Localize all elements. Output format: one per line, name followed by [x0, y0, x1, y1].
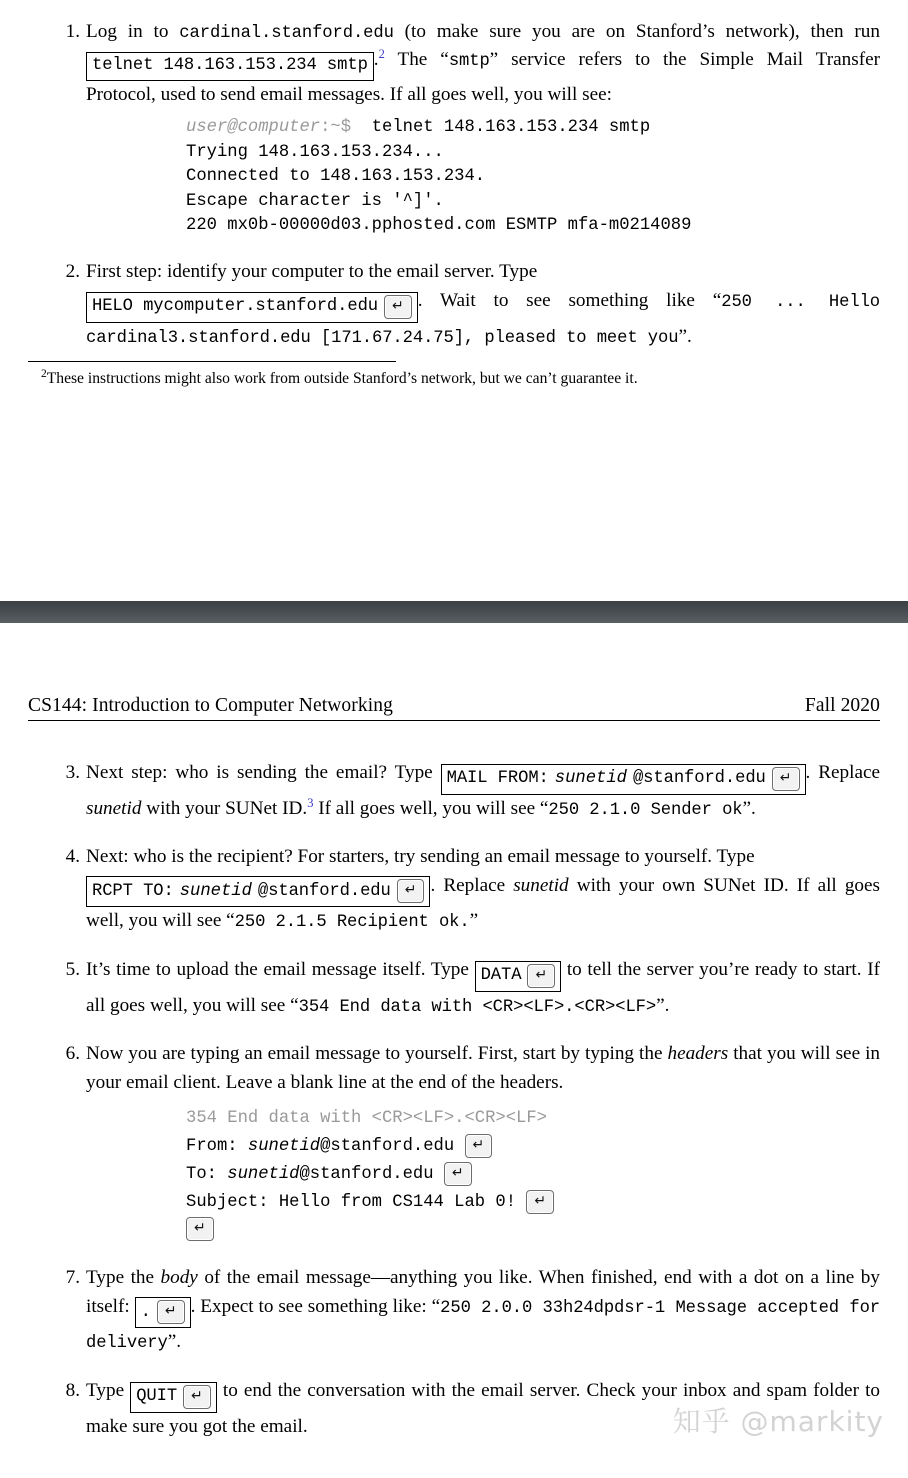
- step-item-6: [28, 1040, 880, 1244]
- return-key-icon[interactable]: ↵: [444, 1162, 472, 1186]
- step-item-2: [28, 258, 880, 351]
- term-label: Fall 2020: [804, 695, 880, 717]
- command-variable-sunetid: sunetid: [179, 881, 252, 901]
- step-text-part: .: [373, 49, 379, 71]
- step-number: 3.: [65, 762, 80, 784]
- step-text-part: to end the conversation with the email server. Check your inbox and spam folder to make sure you got the email.: [86, 1379, 880, 1437]
- transcript-line: 220 mx0b-00000d03.pphosted.com ESMTP mfa-m0214089: [186, 216, 692, 236]
- email-header-row-blank: [186, 1216, 880, 1244]
- step-text: [86, 762, 880, 819]
- command-box-mail-from[interactable]: [441, 764, 806, 795]
- steps-list-page-two: [28, 759, 880, 1441]
- step-text-part: It’s time to upload the email message itself. Type: [86, 958, 475, 980]
- return-key-icon[interactable]: ↵: [465, 1134, 493, 1158]
- step-text-part: If all goes well, you will see “: [313, 797, 549, 819]
- email-headers-block: [186, 1105, 880, 1244]
- zhihu-watermark: 知乎 @markity: [672, 1405, 884, 1438]
- step-text-part: Log in to: [86, 21, 180, 42]
- step-number: 2.: [65, 261, 80, 283]
- server-response: 250 2.0.0 33h24dpdsr-1 Message accepted for delivery: [86, 1298, 881, 1354]
- header-prefix: Subject: Hello from CS144 Lab 0!: [186, 1192, 517, 1212]
- command-prefix: RCPT TO:: [92, 881, 174, 901]
- footnote-marker: 2: [41, 368, 47, 381]
- step-text-part: ” service refers to the Simple Mail Transfer Protocol, used to send email messages. If all goes well, you will see:: [86, 49, 880, 105]
- step-text-part: . Replace: [805, 762, 880, 784]
- command-text: .: [140, 1302, 151, 1322]
- server-response-text: 354 End data with <CR><LF>.<CR><LF>: [186, 1108, 547, 1128]
- course-title: CS144: Introduction to Computer Networking: [28, 695, 393, 717]
- command-variable-sunetid: sunetid: [554, 769, 627, 789]
- step-text: [86, 21, 880, 105]
- return-key-icon[interactable]: ↵: [183, 1385, 211, 1409]
- running-header: [28, 695, 880, 721]
- step-item-3: [28, 759, 880, 823]
- step-text-part: First step: identify your computer to the email server. Type: [86, 261, 538, 283]
- server-response: 250 2.1.0 Sender ok: [548, 800, 743, 820]
- command-box-data[interactable]: [475, 961, 562, 992]
- header-prefix: From:: [186, 1136, 248, 1156]
- step-text-part: ”: [469, 910, 479, 932]
- return-key-icon[interactable]: ↵: [384, 295, 412, 319]
- step-text-part: with your SUNet ID.: [141, 797, 308, 819]
- step-text-part: with your own SUNet ID. If all goes well, you will see “: [86, 874, 880, 932]
- step-text-part: ”.: [167, 1331, 182, 1353]
- command-suffix: @stanford.edu: [632, 769, 766, 789]
- terminal-transcript: [186, 116, 880, 238]
- step-item-1: [28, 18, 880, 238]
- transcript-line: Escape character is '^]'.: [186, 191, 444, 211]
- transcript-line: Connected to 148.163.153.234.: [186, 167, 486, 187]
- step-number: 5.: [65, 958, 80, 980]
- server-response: 354 End data with <CR><LF>.<CR><LF>: [298, 997, 657, 1017]
- page-break-separator: [0, 601, 908, 623]
- page-two: [0, 695, 908, 1441]
- email-header-row-subject: [186, 1189, 880, 1217]
- command-prefix: MAIL FROM:: [446, 769, 549, 789]
- return-key-icon[interactable]: ↵: [527, 964, 555, 988]
- step-text-part: Next: who is the recipient? For starters, try sending an email message to yourself. Type: [86, 846, 755, 868]
- step-number: 7.: [65, 1267, 80, 1289]
- return-key-icon[interactable]: ↵: [772, 767, 800, 791]
- step-text-part: . Replace: [430, 874, 514, 896]
- step-text-part: Next step: who is sending the email? Type: [86, 762, 441, 784]
- command-text: telnet 148.163.153.234 smtp: [92, 56, 368, 76]
- command-box-dot[interactable]: [135, 1297, 191, 1328]
- step-text-part: Type: [86, 1379, 131, 1401]
- step-text-part: . Expect to see something like: “: [190, 1295, 441, 1317]
- command-box-helo[interactable]: [86, 292, 418, 323]
- step-text-part: ”.: [656, 994, 670, 1016]
- shell-prompt-command: telnet 148.163.153.234 smtp: [371, 118, 651, 138]
- hostname-literal: cardinal.stanford.edu: [179, 24, 394, 43]
- page-blank-space: [0, 389, 908, 601]
- footnote-ref-3[interactable]: 3: [307, 795, 314, 810]
- step-text-part: to tell the server you’re ready to start. If all goes well, you will see “: [86, 958, 880, 1016]
- steps-list-page-one: [28, 18, 880, 351]
- variable-sunetid: sunetid: [86, 797, 142, 819]
- step-text: [86, 1267, 880, 1352]
- step-text: [86, 1043, 880, 1092]
- step-text-part: ”.: [678, 325, 692, 347]
- command-suffix: @stanford.edu: [257, 881, 391, 901]
- header-variable-sunetid: sunetid: [247, 1136, 321, 1156]
- header-prefix: To:: [186, 1164, 228, 1184]
- step-item-8: [28, 1377, 880, 1441]
- command-box-rcpt-to[interactable]: [86, 876, 430, 907]
- command-text: QUIT: [136, 1386, 178, 1406]
- page-one-fragment: [0, 0, 908, 389]
- service-literal: smtp: [448, 52, 490, 72]
- server-response: 250 2.1.5 Recipient ok.: [234, 913, 470, 933]
- step-text: [86, 1380, 880, 1437]
- email-header-row-from: [186, 1133, 880, 1161]
- step-text: [86, 261, 880, 346]
- step-text-part: of the email message—anything you like. When finished, end with a dot on a line by itself:: [86, 1267, 880, 1317]
- step-text-part: ”.: [742, 797, 756, 819]
- return-key-icon[interactable]: ↵: [186, 1217, 214, 1241]
- step-number: 6.: [65, 1043, 80, 1065]
- footnote-rule: [28, 361, 396, 362]
- command-text: DATA: [480, 965, 522, 985]
- transcript-line: Trying 148.163.153.234...: [186, 142, 444, 162]
- command-box-quit[interactable]: [130, 1382, 217, 1413]
- footnotes-block: [28, 361, 880, 389]
- return-key-icon[interactable]: ↵: [157, 1300, 185, 1324]
- step-number: 1.: [65, 21, 80, 42]
- footnote-2: [28, 368, 880, 389]
- page-top-margin: [0, 623, 908, 695]
- step-item-5: [28, 956, 880, 1020]
- server-response-line: [186, 1105, 880, 1133]
- step-number: 4.: [65, 846, 80, 868]
- header-suffix: @stanford.edu: [299, 1164, 434, 1184]
- header-suffix: @stanford.edu: [320, 1136, 455, 1156]
- step-text-part: Type the: [86, 1267, 161, 1289]
- return-key-icon[interactable]: ↵: [526, 1190, 554, 1214]
- shell-prompt-user: user@computer: [186, 118, 321, 138]
- step-text-part: . Wait to see something like “: [417, 289, 722, 311]
- command-box-telnet[interactable]: [86, 52, 374, 81]
- footnote-text: These instructions might also work from outside Stanford’s network, but we can’t guarantee it.: [46, 370, 638, 388]
- step-text-part: (to make sure you are on Stanford’s network), then run: [393, 21, 880, 42]
- footnote-ref-2[interactable]: 2: [378, 47, 385, 62]
- emphasis-headers: headers: [667, 1043, 729, 1065]
- step-text: [86, 846, 880, 931]
- emphasis-body: body: [160, 1267, 198, 1289]
- step-text: [86, 959, 880, 1016]
- command-text: HELO mycomputer.stanford.edu: [92, 296, 378, 316]
- step-number: 8.: [65, 1379, 80, 1401]
- step-item-7: [28, 1264, 880, 1357]
- return-key-icon[interactable]: ↵: [397, 879, 425, 903]
- email-header-row-to: [186, 1161, 880, 1189]
- step-text-part: The “: [384, 49, 449, 71]
- shell-prompt-tail: :~$: [320, 118, 352, 138]
- step-text-part: that you will see in your email client. Leave a blank line at the end of the headers.: [86, 1043, 881, 1093]
- variable-sunetid: sunetid: [513, 874, 569, 896]
- server-response: 250 ... Hello cardinal3.stanford.edu [171.67.24.75], pleased to meet you: [86, 292, 880, 348]
- step-item-4: [28, 843, 880, 936]
- step-text-part: Now you are typing an email message to yourself. First, start by typing the: [86, 1043, 668, 1065]
- header-variable-sunetid: sunetid: [227, 1164, 300, 1184]
